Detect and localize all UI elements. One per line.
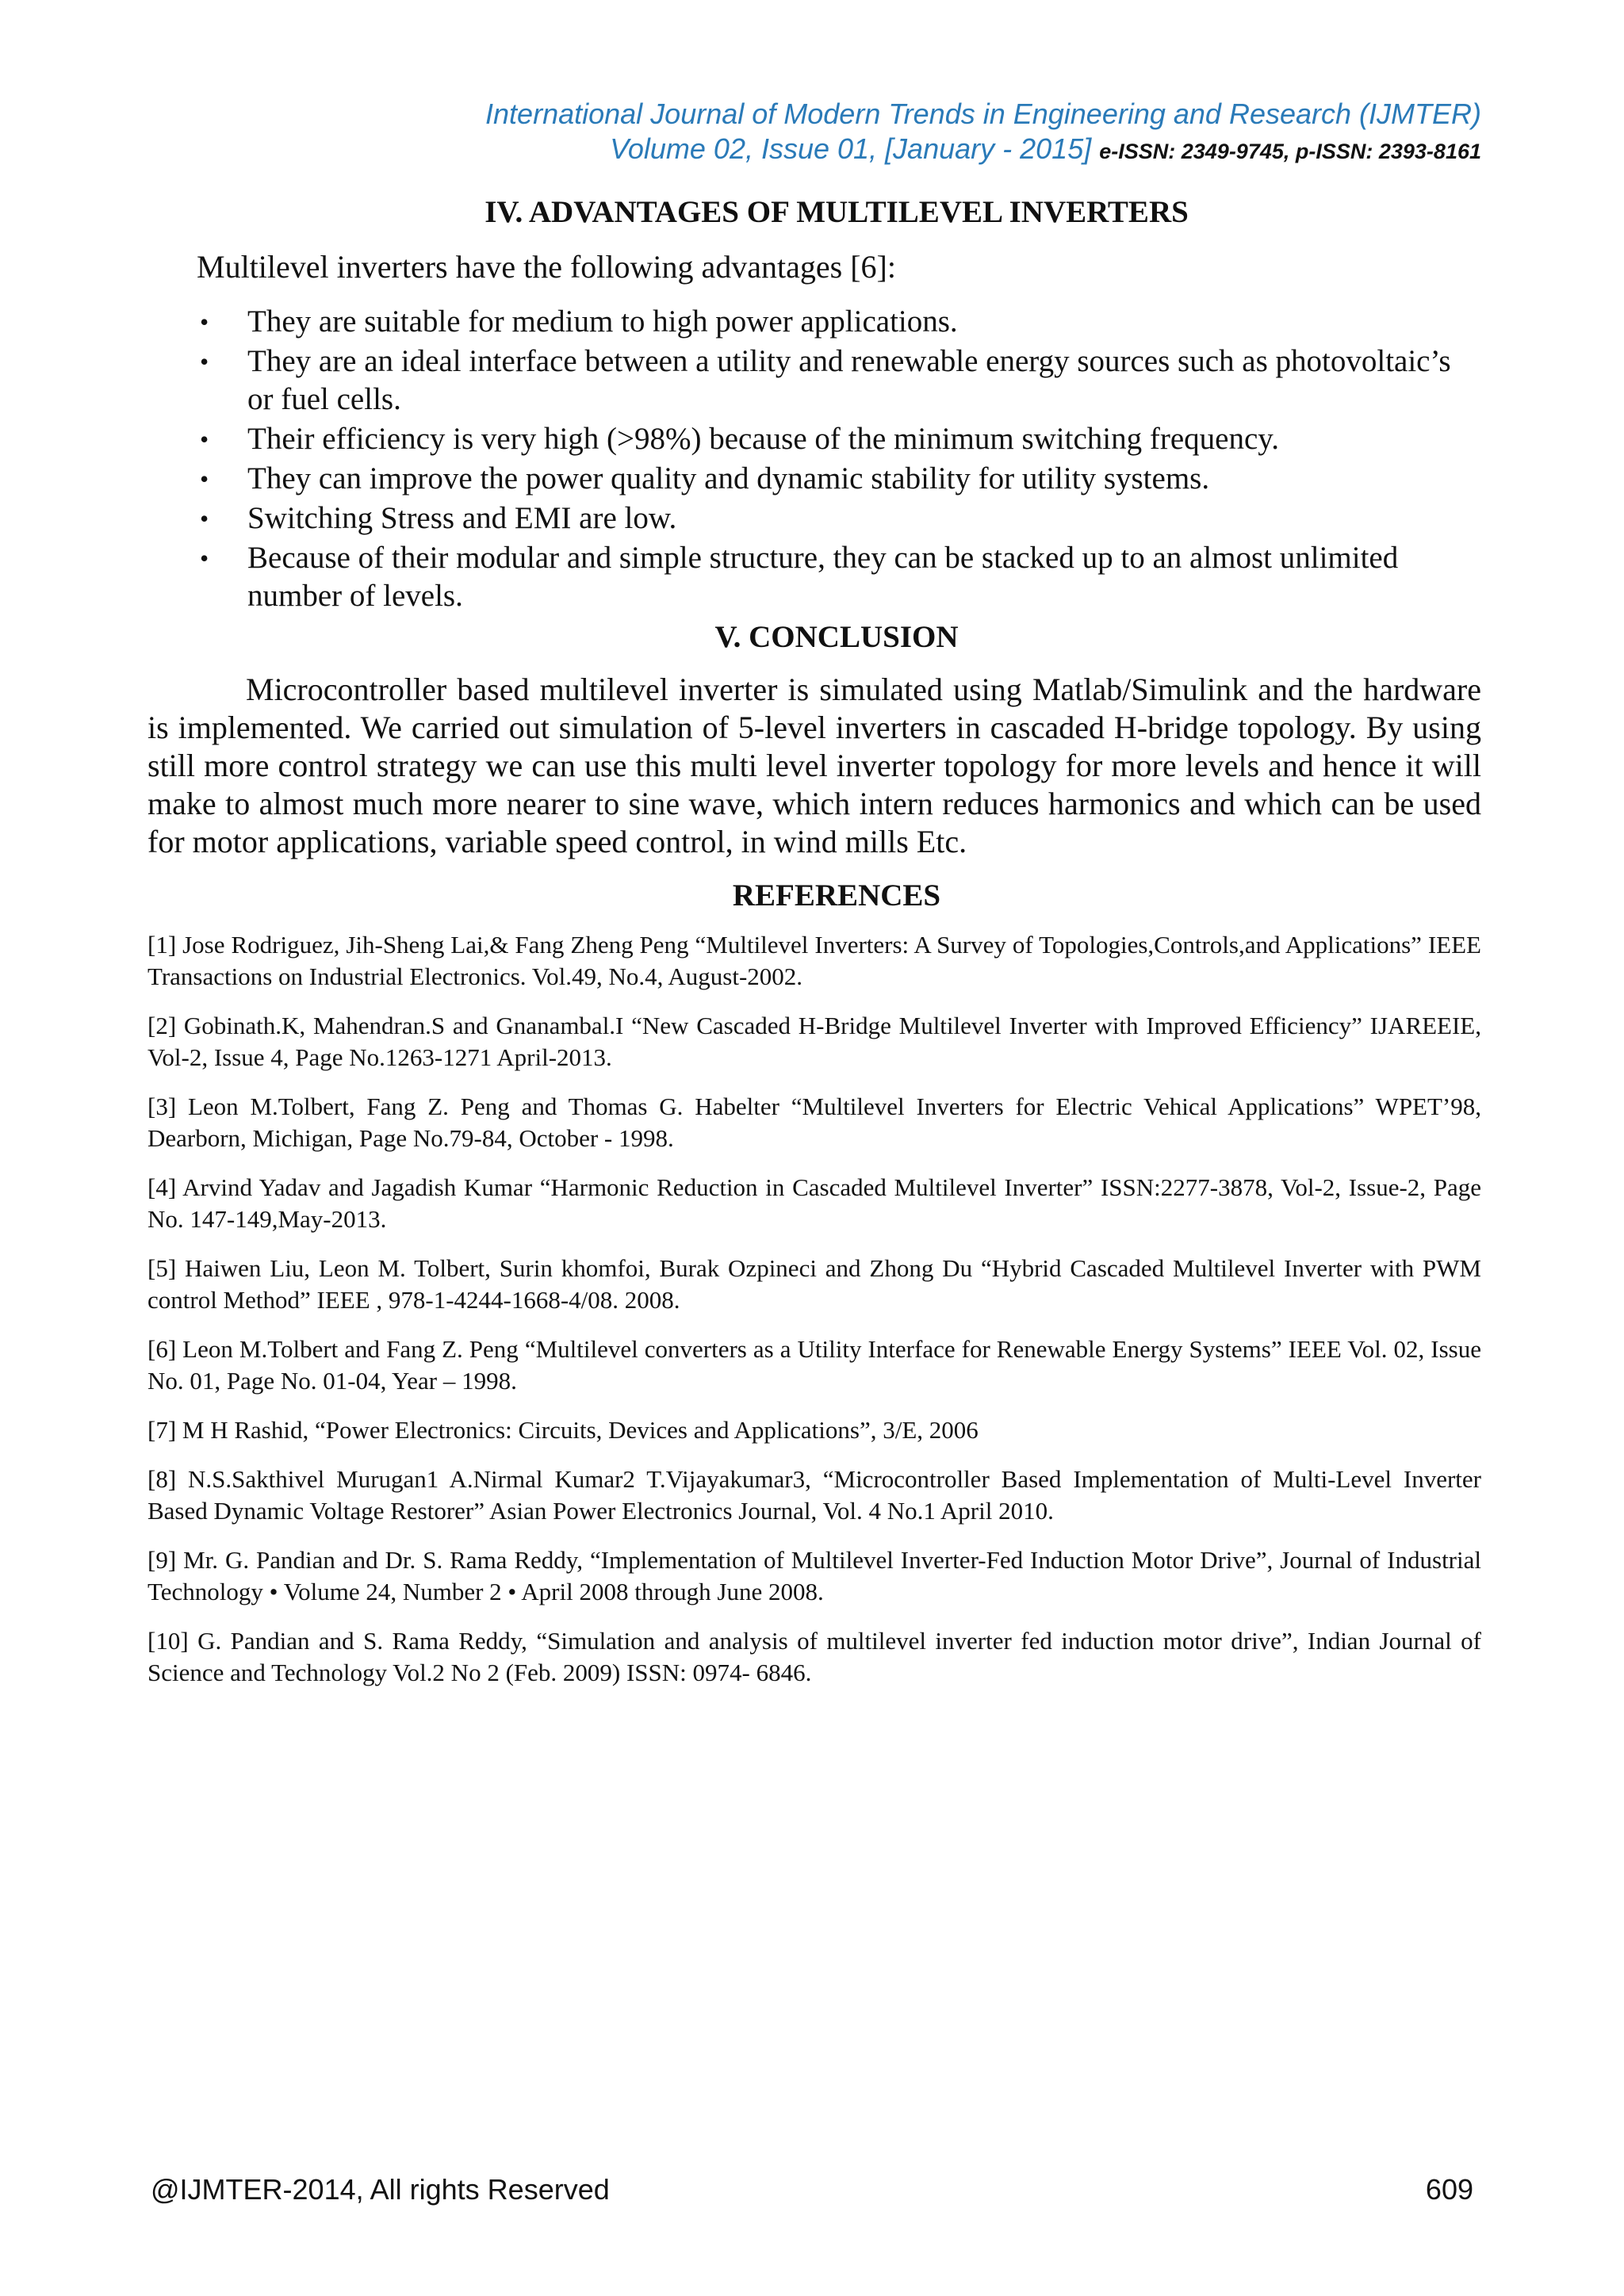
page-footer — [151, 2172, 1473, 2207]
reference-item: [1] Jose Rodriguez, Jih-Sheng Lai,& Fang Zheng Peng “Multilevel Inverters: A Survey of Topologies,Controls,and Applications” IEEE Transactions on Industrial Electronics. Vol.49, No.4, August-2002. — [147, 931, 1481, 990]
conclusion-paragraph: Microcontroller based multilevel inverter is simulated using Matlab/Simulink and the hardware is implemented. We carried out simulation of 5-level inverters in cascaded H-bridge topology. By using still more control strategy we can use this multi level inverter topology for more levels and hence it will make to almost much more nearer to sine wave, which intern reduces harmonics and which can be used for motor applications, variable speed control, in wind mills Etc. — [147, 672, 1481, 859]
reference-item: [2] Gobinath.K, Mahendran.S and Gnanambal.I “New Cascaded H-Bridge Multilevel Inverter with Improved Efficiency” IJAREEIE, Vol-2, Issue 4, Page No.1263-1271 April-2013. — [147, 1012, 1481, 1071]
journal-issn: e-ISSN: 2349-9745, p-ISSN: 2393-8161 — [1099, 140, 1481, 163]
journal-volume: Volume 02, Issue 01, [January - 2015] — [610, 132, 1092, 165]
reference-item: [6] Leon M.Tolbert and Fang Z. Peng “Multilevel converters as a Utility Interface for Renewable Energy Systems” IEEE Vol. 02, Issue No. 01, Page No. 01-04, Year – 1998. — [147, 1335, 1481, 1395]
reference-item: [4] Arvind Yadav and Jagadish Kumar “Harmonic Reduction in Cascaded Multilevel Inverter” ISSN:2277-3878, Vol-2, Issue-2, Page No. 147-149,May-2013. — [147, 1173, 1481, 1233]
section-heading-references: REFERENCES — [732, 878, 941, 913]
advantage-item — [197, 342, 1481, 419]
advantage-text: Their efficiency is very high (>98%) because of the minimum switching frequency. — [247, 422, 1279, 456]
bullet-icon: • — [200, 465, 209, 493]
advantage-text: Because of their modular and simple structure, they can be stacked up to an almost unlimited number of levels. — [247, 541, 1399, 613]
bullet-icon: • — [200, 347, 209, 376]
section-heading-advantages: IV. ADVANTAGES OF MULTILEVEL INVERTERS — [485, 195, 1189, 229]
section-heading-conclusion: V. CONCLUSION — [714, 620, 959, 654]
reference-item: [5] Haiwen Liu, Leon M. Tolbert, Surin khomfoi, Burak Ozpineci and Zhong Du “Hybrid Cascaded Multilevel Inverter with PWM control Method” IEEE , 978-1-4244-1668-4/08. 2008. — [147, 1254, 1481, 1314]
journal-title: International Journal of Modern Trends in Engineering and Research (IJMTER) — [485, 98, 1481, 130]
reference-item: [8] N.S.Sakthivel Murugan1 A.Nirmal Kumar2 T.Vijayakumar3, “Microcontroller Based Implementation of Multi-Level Inverter Based Dynamic Voltage Restorer” Asian Power Electronics Journal, Vol. 4 No.1 April 2010. — [147, 1465, 1481, 1525]
section-intro-text: Multilevel inverters have the following advantages [6]: — [197, 249, 896, 285]
references-list — [147, 929, 1481, 1706]
advantages-list — [197, 303, 1481, 617]
page-number: 609 — [1425, 2173, 1473, 2206]
reference-item: [9] Mr. G. Pandian and Dr. S. Rama Reddy, “Implementation of Multilevel Inverter-Fed Induction Motor Drive”, Journal of Industrial Technology • Volume 24, Number 2 • April 2008 through June 2008. — [147, 1546, 1481, 1605]
advantage-text: They are an ideal interface between a utility and renewable energy sources such as photovoltaic’s or fuel cells. — [247, 344, 1451, 416]
bullet-icon: • — [200, 504, 209, 533]
footer-copyright: @IJMTER-2014, All rights Reserved — [151, 2173, 610, 2206]
advantage-text: They can improve the power quality and dynamic stability for utility systems. — [247, 461, 1210, 496]
advantage-item — [197, 420, 1481, 458]
advantage-item — [197, 460, 1481, 498]
reference-item: [10] G. Pandian and S. Rama Reddy, “Simulation and analysis of multilevel inverter fed induction motor drive”, Indian Journal of Science and Technology Vol.2 No 2 (Feb. 2009) ISSN: 0974- 6846. — [147, 1627, 1481, 1686]
advantage-text: Switching Stress and EMI are low. — [247, 501, 677, 535]
advantage-item — [197, 499, 1481, 538]
advantage-text: They are suitable for medium to high power applications. — [247, 304, 958, 339]
bullet-icon: • — [200, 544, 209, 572]
bullet-icon: • — [200, 425, 209, 453]
journal-volume-line — [485, 132, 1481, 169]
journal-header — [485, 97, 1481, 169]
advantage-item — [197, 539, 1481, 615]
bullet-icon: • — [200, 308, 209, 336]
advantage-item — [197, 303, 1481, 341]
reference-item: [3] Leon M.Tolbert, Fang Z. Peng and Thomas G. Habelter “Multilevel Inverters for Electric Vehical Applications” WPET’98, Dearborn, Michigan, Page No.79-84, October - 1998. — [147, 1093, 1481, 1152]
reference-item: [7] M H Rashid, “Power Electronics: Circuits, Devices and Applications”, 3/E, 2006 — [147, 1416, 979, 1444]
